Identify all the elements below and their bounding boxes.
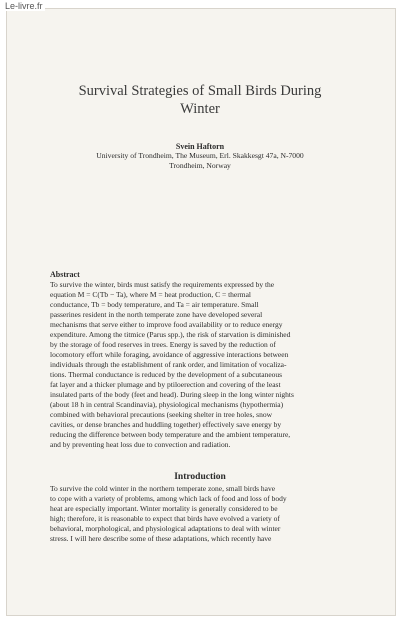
paper-title xyxy=(0,82,400,118)
text-line: conductance, Tb = body temperature, and Ta = air temperature. Small xyxy=(50,300,259,309)
affiliation-line-1: University of Trondheim, The Museum, Erl. Skakkesgt 47a, N-7000 xyxy=(96,151,304,160)
text-line: insulated parts of the body (feet and head). During sleep in the long winter nights xyxy=(50,390,294,399)
text-line: fat layer and a thicker plumage and by ptiloerection and covering of the least xyxy=(50,380,281,389)
text-line: stress. I will here describe some of these adaptations, which recently have xyxy=(50,534,272,543)
author-name: Svein Haftorn xyxy=(175,142,225,151)
author-affiliation xyxy=(0,151,400,171)
text-line: tions. Thermal conductance is reduced by the development of a subcutaneous xyxy=(50,370,283,379)
text-line: high; therefore, it is reasonable to expect that birds have evolved a variety of xyxy=(50,514,280,523)
text-line: heat are especially important. Winter mortality is generally considered to be xyxy=(50,504,278,513)
affiliation-line-2: Trondheim, Norway xyxy=(169,161,231,170)
text-line: cavities, or dense branches and huddling together) effectively save energy by xyxy=(50,420,282,429)
text-line: equation M = C(Tb − Ta), where M = heat production, C = thermal xyxy=(50,290,252,299)
text-line: individuals through the establishment of rank order, and limitation of vocaliza- xyxy=(50,360,287,369)
text-line: reducing the difference between body temperature and the ambient temperature, xyxy=(50,430,291,439)
watermark: Le-livre.fr xyxy=(5,1,43,11)
title-line-2: Winter xyxy=(180,101,220,117)
text-line: mechanisms that serve either to improve food availability or to reduce energy xyxy=(50,320,283,329)
text-line: to cope with a variety of problems, among which lack of food and loss of body xyxy=(50,494,287,503)
text-line: by the storage of food reserves in trees. Energy is saved by the reduction of xyxy=(50,340,276,349)
text-line: locomotory effort while foraging, avoidance of aggressive interactions between xyxy=(50,350,289,359)
text-line: expenditure. Among the titmice (Parus spp.), the risk of starvation is diminished xyxy=(50,330,291,339)
abstract-heading: Abstract xyxy=(50,270,80,279)
text-line: behavioral, morphological, and physiological adaptations to deal with winter xyxy=(50,524,281,533)
text-line: passerines resident in the north temperate zone have developed several xyxy=(50,310,263,319)
text-line: combined with behavioral precautions (seeking shelter in tree holes, snow xyxy=(50,410,273,419)
text-line: and by preventing heat loss due to convection and radiation. xyxy=(50,440,231,449)
text-line: To survive the winter, birds must satisfy the requirements expressed by the xyxy=(50,280,275,289)
text-line: To survive the cold winter in the northern temperate zone, small birds have xyxy=(50,484,276,493)
title-line-1: Survival Strategies of Small Birds During xyxy=(78,83,322,99)
text-line: (about 18 h in central Scandinavia), physiological mechanisms (hypothermia) xyxy=(50,400,284,409)
introduction-heading: Introduction xyxy=(174,472,226,482)
introduction-body xyxy=(50,484,350,544)
abstract-body xyxy=(50,280,350,450)
